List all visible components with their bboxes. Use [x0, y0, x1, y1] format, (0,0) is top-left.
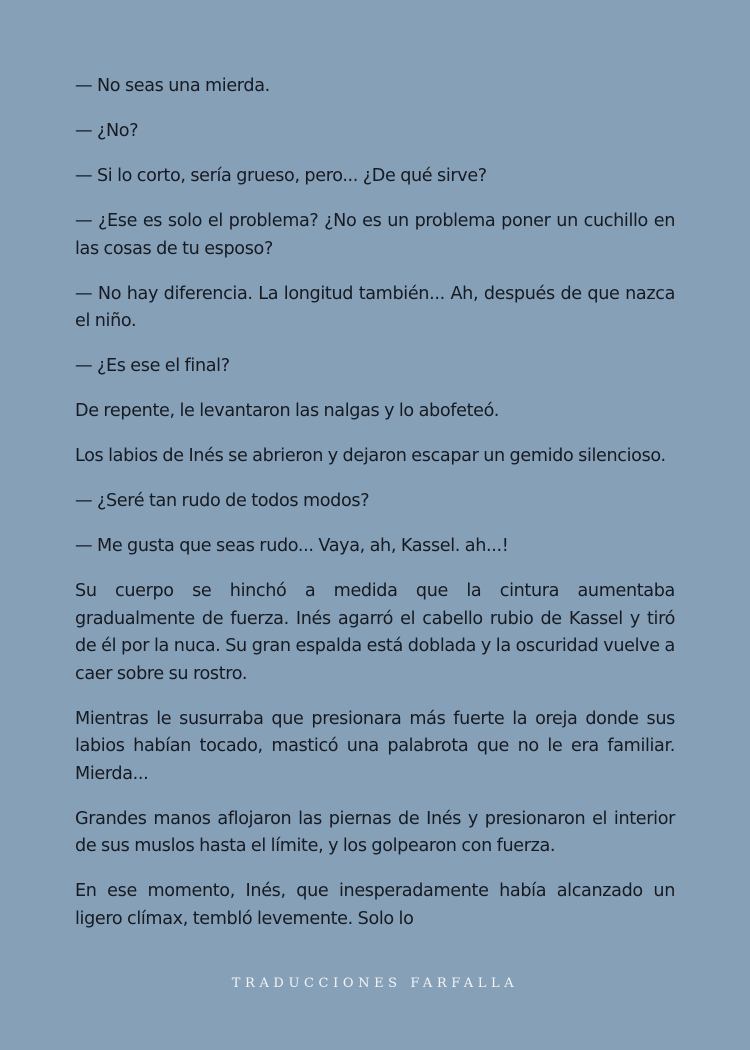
narration-paragraph: De repente, le levantaron las nalgas y lo abofeteó. [75, 401, 499, 421]
dialogue-line: — No hay diferencia. La longitud también... Ah, después de que nazca el niño. [75, 283, 675, 331]
dialogue-line: — ¿Ese es solo el problema? ¿No es un problema poner un cuchillo en las cosas de tu esposo? [75, 211, 675, 259]
dialogue-line: — ¿Es ese el final? [75, 356, 230, 376]
narration-paragraph: Su cuerpo se hinchó a medida que la cintura aumentaba gradualmente de fuerza. Inés agarró el cabello rubio de Kassel y tiró de él por la nuca. Su gran espalda está doblada y la oscuridad vuelve a caer sobre su rostro. [75, 581, 675, 684]
dialogue-line: — Me gusta que seas rudo... Vaya, ah, Kassel. ah...! [75, 536, 509, 556]
narration-paragraph: Mientras le susurraba que presionara más fuerte la oreja donde sus labios habían tocado, masticó una palabrota que no le era familiar. Mierda... [75, 708, 675, 784]
dialogue-line: — Si lo corto, sería grueso, pero... ¿De qué sirve? [75, 166, 487, 186]
narration-paragraph: Grandes manos aflojaron las piernas de Inés y presionaron el interior de sus muslos hasta el límite, y los golpearon con fuerza. [75, 808, 675, 856]
text-column [75, 73, 675, 951]
narration-paragraph: Los labios de Inés se abrieron y dejaron escapar un gemido silencioso. [75, 446, 666, 466]
narration-paragraph: En ese momento, Inés, que inesperadamente había alcanzado un ligero clímax, tembló levemente. Solo lo [75, 881, 675, 929]
dialogue-line: — No seas una mierda. [75, 76, 270, 96]
footer-credit: TRADUCCIONES FARFALLA [231, 976, 519, 991]
dialogue-line: — ¿No? [75, 121, 139, 141]
dialogue-line: — ¿Seré tan rudo de todos modos? [75, 491, 370, 511]
